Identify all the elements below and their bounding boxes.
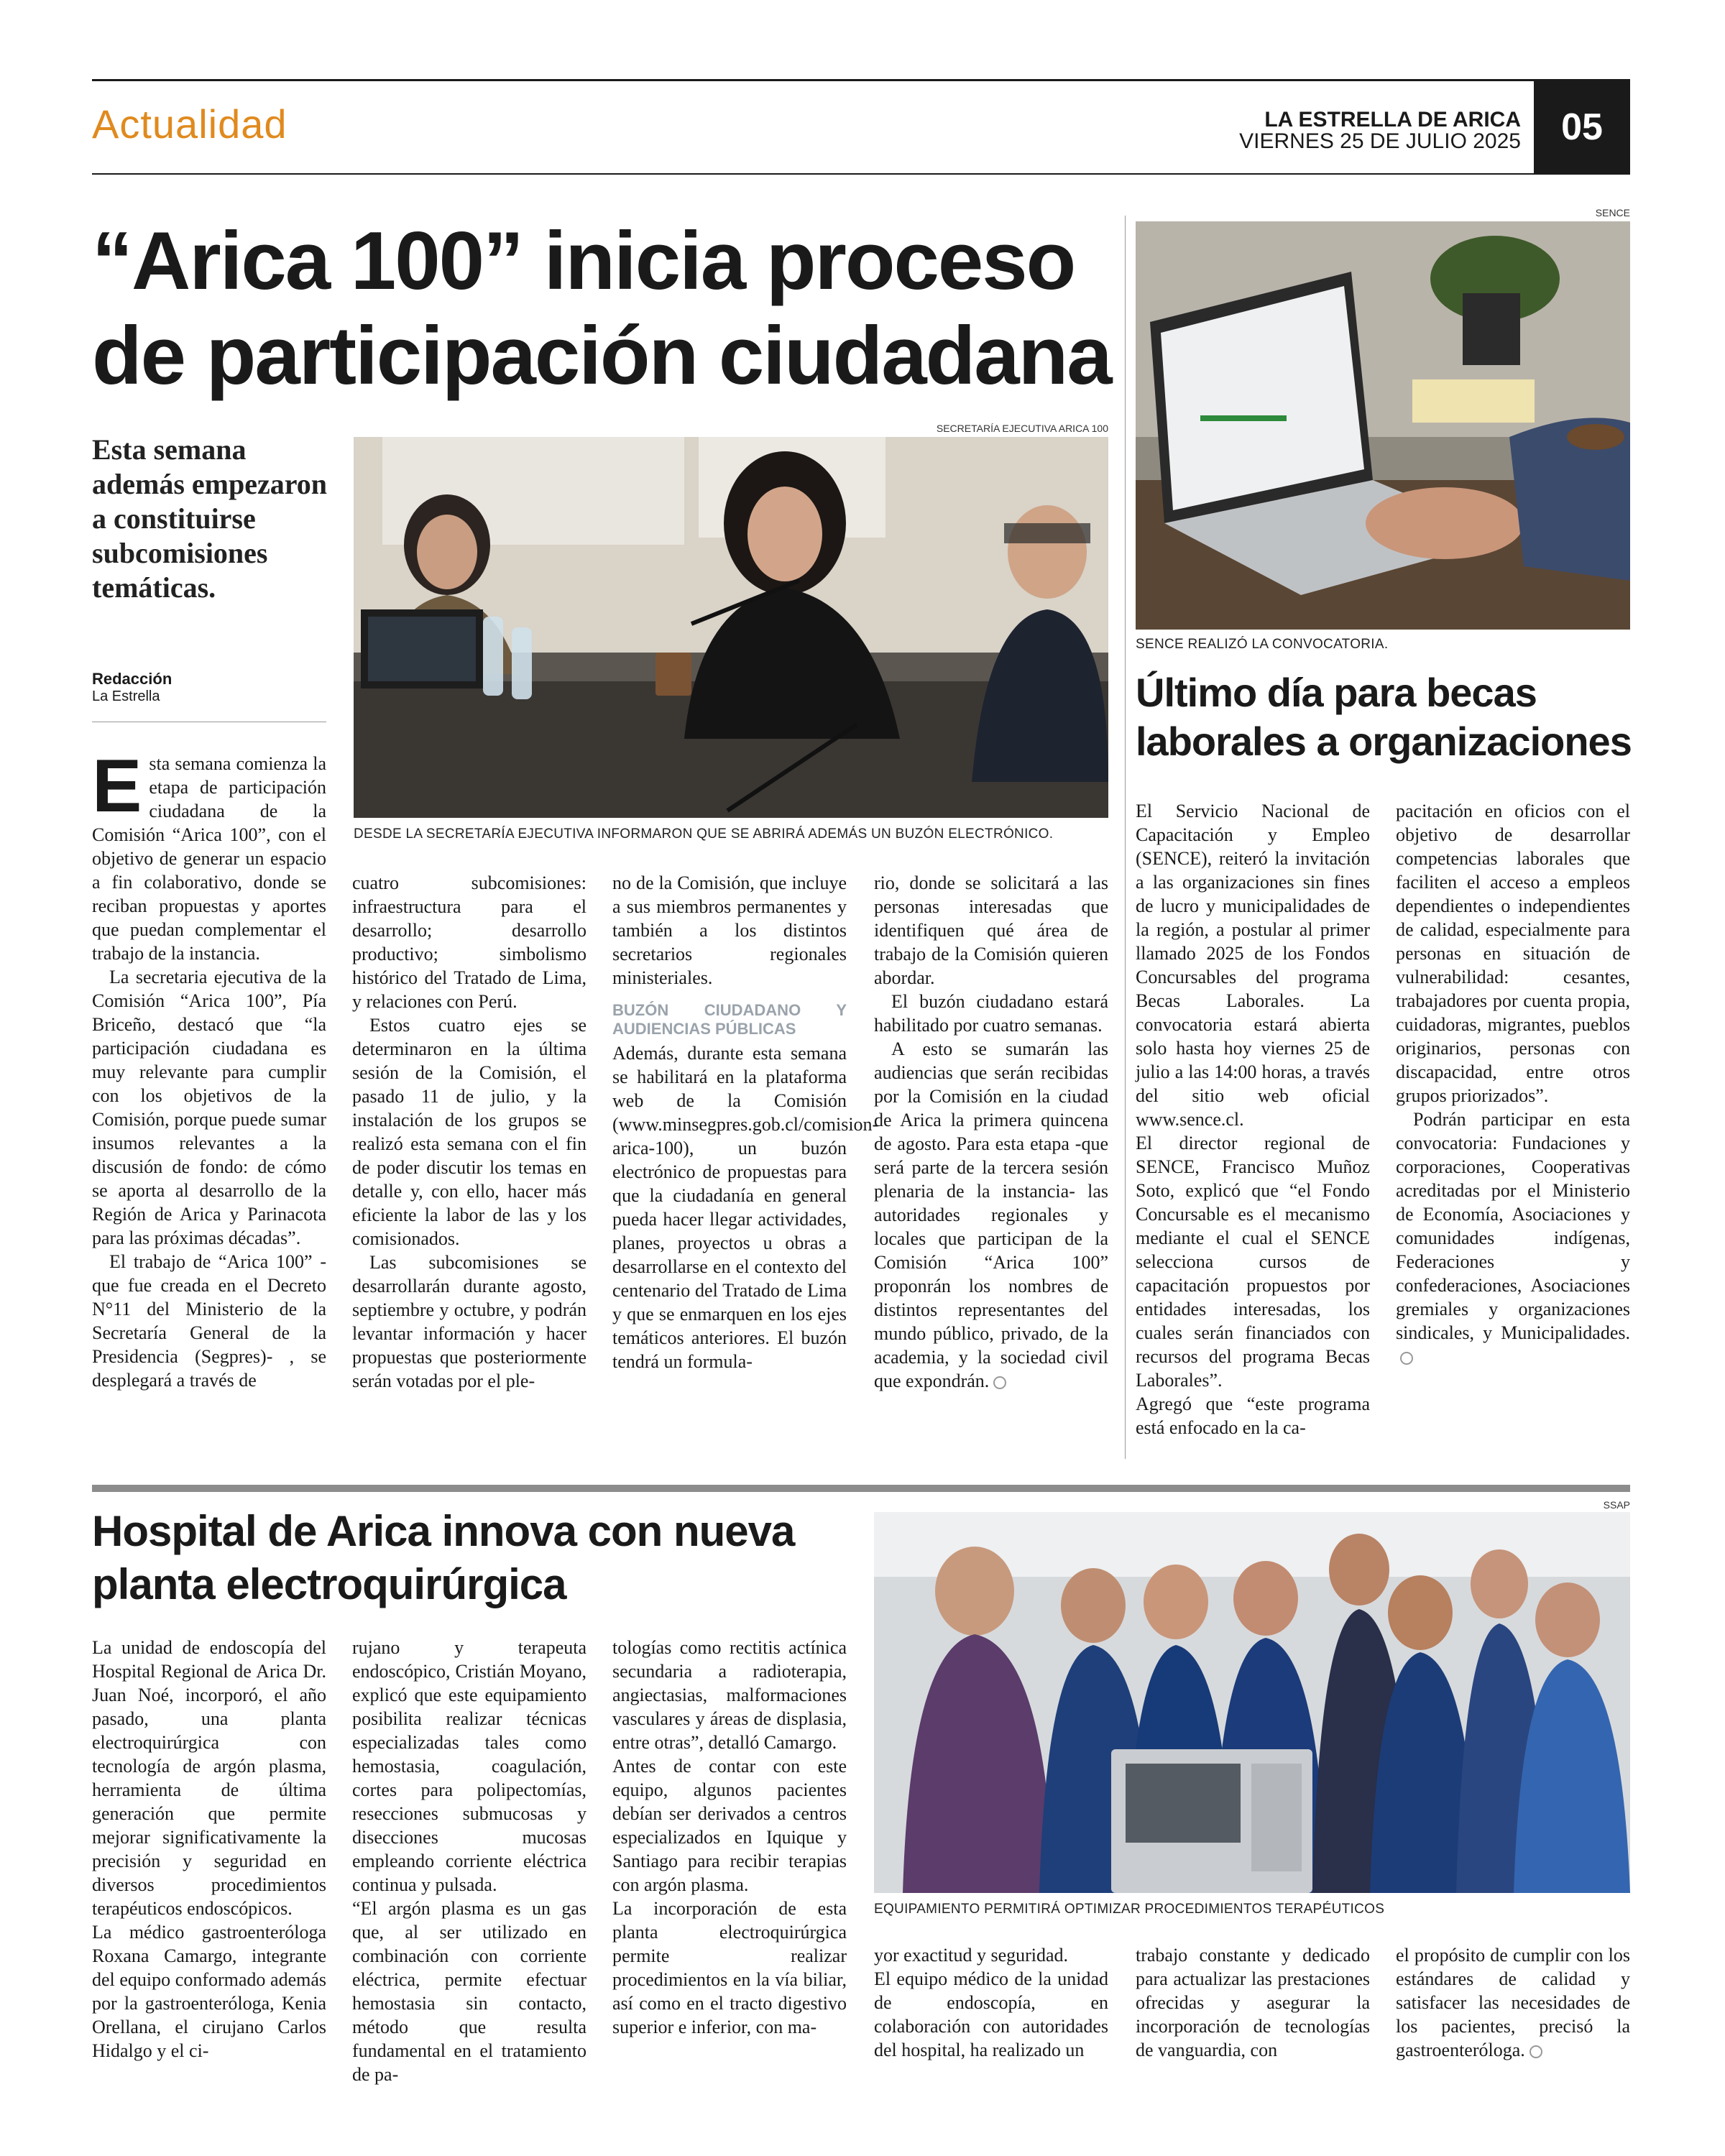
- bottom-photo: [874, 1512, 1630, 1893]
- byline-org: La Estrella: [92, 688, 160, 704]
- side-col1-p2: El director regional de SENCE, Francisco Muñoz Soto, explicó que “el Fondo Concursable es el mecanismo mediante el cual el SENCE selecciona cursos de capacitación propuestos por entidades interesadas, los cuales serán financiados con recursos del programa Becas Laborales”.: [1136, 1133, 1370, 1391]
- side-col1-p1: El Servicio Nacional de Capacitación y Empleo (SENCE), reiteró la invitación a las organizaciones sin fines de lucro y municipalidades de la región, a postular al primer llamado 2025 de los Fondos Concursables del programa Becas Laborales. La convocatoria estará abierta solo hasta hoy viernes 25 de julio a las 14:00 horas, a través del sitio web oficial www.sence.cl.: [1136, 801, 1370, 1130]
- bottom-col6-p1: [1396, 1943, 1630, 2062]
- bottom-col3-p3: La incorporación de esta planta electroquirúrgica permite realizar procedimientos en la vía biliar, así como en el tracto digestivo superior e inferior, con ma-: [612, 1898, 847, 2037]
- top-rule: [92, 79, 1630, 81]
- bottom-photo-caption: EQUIPAMIENTO PERMITIRÁ OPTIMIZAR PROCEDIMIENTOS TERAPÉUTICOS: [874, 1902, 1385, 1917]
- bottom-col-2: [352, 1636, 586, 2085]
- main-headline-line2: de participación ciudadana: [92, 310, 1111, 402]
- side-col-2: [1396, 799, 1630, 1455]
- main-col-4: [874, 871, 1108, 1453]
- main-col1-p3: El trabajo de “Arica 100” -que fue creada en el Decreto N°11 del Ministerio de la Secretaría General de la Presidencia (Segpres)- , se desplegará a través de: [92, 1251, 326, 1391]
- main-col-2: [352, 871, 586, 1453]
- bottom-col4-p2: El equipo médico de la unidad de endoscopía, en colaboración con autoridades del hospital, ha realizado un: [874, 1968, 1108, 2060]
- page-number: 05: [1534, 80, 1630, 174]
- end-mark-icon: [1530, 2045, 1542, 2058]
- side-photo-caption: SENCE REALIZÓ LA CONVOCATORIA.: [1136, 637, 1389, 652]
- meeting-illustration: [354, 437, 1108, 818]
- end-mark-icon: [993, 1376, 1006, 1389]
- main-col4-p3-text: A esto se sumarán las audiencias que serán recibidas por la Comisión en la ciudad de Arica la primera quincena de agosto. Para esta etapa -que será parte de la tercera sesión plenaria de la instancia- las autoridades regionales y locales que participan de la Comisión “Arica 100” proponrán los nombres de distintos representantes del mundo público, privado, de la academia, y la sociedad civil que expondrán.: [874, 1038, 1108, 1391]
- bottom-col3-p1: tologías como rectitis actínica secundaria a radioterapia, angiectasias, malformaciones vasculares y áreas de displasia, entre otras”, detalló Camargo.: [612, 1637, 847, 1753]
- bottom-col1-p2: La médico gastroenteróloga Roxana Camargo, integrante del equipo conformado además por la gastroenteróloga, Kenia Orellana, el cirujano Carlos Hidalgo y el ci-: [92, 1922, 326, 2061]
- bottom-col2-p2: “El argón plasma es un gas que, al ser utilizado en combinación con corriente eléctrica, permite efectuar hemostasia sin contacto, método que resulta fundamental en el tratamiento de pa-: [352, 1898, 586, 2085]
- bottom-col-1: [92, 1636, 326, 2081]
- main-subhead: BUZÓN CIUDADANO Y AUDIENCIAS PÚBLICAS: [612, 1001, 847, 1038]
- main-col1-p2: La secretaria ejecutiva de la Comisión “Arica 100”, Pía Briceño, destacó que “la participación ciudadana es muy relevante para cumplir con los objetivos de la Comisión, porque puede sumar insumos relevantes a la discusión de fondo: de cómo se aporta al desarrollo de la Región de Arica y Parinacota para las próximas décadas”.: [92, 967, 326, 1248]
- newspaper-name: [1164, 109, 1521, 152]
- side-headline: [1136, 668, 1639, 766]
- column-divider: [1125, 216, 1126, 1459]
- bottom-section-rule: [92, 1485, 1630, 1492]
- bottom-col5-p1: trabajo constante y dedicado para actualizar las prestaciones ofrecidas y asegurar la incorporación de tecnologías de vanguardia, con: [1136, 1945, 1370, 2060]
- bottom-col-6: [1396, 1943, 1630, 2087]
- main-col2-p3: Las subcomisiones se desarrollarán durante agosto, septiembre y octubre, y podrán levantar información y hacer propuestas que posteriormente serán votadas por el ple-: [352, 1252, 586, 1391]
- bottom-col-5: [1136, 1943, 1370, 2087]
- issue-date: VIERNES 25 DE JULIO 2025: [1239, 129, 1521, 153]
- side-headline-line1: Último día para becas: [1136, 670, 1537, 715]
- bottom-col1-p1: La unidad de endoscopía del Hospital Regional de Arica Dr. Juan Noé, incorporó, el año pasado, una planta electroquirúrgica con tecnología de argón plasma, herramienta de última generación que permite mejorar significativamente la precisión y seguridad en diversos procedimientos terapéuticos endoscópicos.: [92, 1637, 326, 1919]
- main-byline: [92, 670, 172, 705]
- side-col-1: [1136, 799, 1370, 1455]
- bottom-photo-credit: SSAP: [1603, 1499, 1630, 1511]
- main-col-3: [612, 871, 879, 1453]
- main-photo-credit: SECRETARÍA EJECUTIVA ARICA 100: [936, 423, 1108, 434]
- side-col1-p3: Agregó que “este programa está enfocado en la ca-: [1136, 1393, 1370, 1438]
- bottom-col-4: [874, 1943, 1108, 2087]
- main-col4-p2: El buzón ciudadano estará habilitado por cuatro semanas.: [874, 991, 1108, 1036]
- main-photo: [354, 437, 1108, 818]
- medical-team-illustration: [874, 1512, 1630, 1893]
- end-mark-icon: [1400, 1352, 1413, 1365]
- bottom-headline-line1: Hospital de Arica innova con nueva: [92, 1507, 795, 1555]
- bottom-headline: [92, 1505, 868, 1611]
- main-col2-p2: Estos cuatro ejes se determinaron en la última sesión de la Comisión, el pasado 11 de julio, y la instalación de los grupos se realizó esta semana con el fin de poder discutir los temas en detalle y, con ello, hacer más eficiente la labor de las y los comisionados.: [352, 1015, 586, 1249]
- bottom-col6-p1-text: el propósito de cumplir con los estándares de calidad y satisfacer las necesidades de los pacientes, precisó la gastroenteróloga.: [1396, 1945, 1630, 2060]
- bottom-col4-p1: yor exactitud y seguridad.: [874, 1945, 1069, 1966]
- main-deck: Esta semana además empezaron a constituirse subcomisiones temáticas.: [92, 433, 327, 604]
- main-col3-intro: no de la Comisión, que incluye a sus miembros permanentes y también a los distintos secretarios regionales ministeriales.: [612, 872, 847, 988]
- main-col4-p1: rio, donde se solicitará a las personas interesadas que identifiquen qué área de trabajo de la Comisión quieren abordar.: [874, 872, 1108, 988]
- section-label: Actualidad: [92, 101, 288, 147]
- bottom-col2-p1: rujano y terapeuta endoscópico, Cristián Moyano, explicó que este equipamiento posibilita realizar técnicas especializadas tales como hemostasia, coagulación, cortes para polipectomías, resecciones submucosas y disecciones mucosas empleando corriente eléctrica continua y pulsada.: [352, 1637, 586, 1895]
- main-photo-caption: DESDE LA SECRETARÍA EJECUTIVA INFORMARON QUE SE ABRIRÁ ADEMÁS UN BUZÓN ELECTRÓNICO.: [354, 826, 1054, 842]
- side-headline-line2: laborales a organizaciones: [1136, 719, 1632, 764]
- header-bottom-rule: [92, 173, 1630, 175]
- main-col3-after: Además, durante esta semana se habilitará en la plataforma web de la Comisión (www.minsegpres.gob.cl/comision-arica-100), un buzón electrónico de propuestas para que la ciudadanía en general pueda hacer llegar actividades, planes, proyectos u obras a desarrollarse en el contexto del centenario del Tratado de Lima y que se enmarquen en los ejes temáticos anteriores. El buzón tendrá un formula-: [612, 1043, 879, 1372]
- main-col1-p1: sta semana comienza la etapa de participación ciudadana de la Comisión “Arica 100”, con el objetivo de generar un espacio a fin colaborativo, donde se reciban propuestas y aportes que puedan complementar el trabajo de la instancia.: [92, 753, 326, 964]
- main-headline: [92, 214, 1127, 404]
- bottom-col-3: [612, 1636, 847, 2081]
- newspaper-title: LA ESTRELLA DE ARICA: [1264, 108, 1521, 132]
- main-col2-p1: cuatro subcomisiones: infraestructura para el desarrollo; desarrollo productivo; simbolismo histórico del Tratado de Lima, y relaciones con Perú.: [352, 872, 586, 1012]
- side-photo-credit: SENCE: [1595, 207, 1630, 218]
- main-col4-p3: [874, 1037, 1108, 1393]
- side-photo: [1136, 221, 1630, 630]
- main-dropcap: E: [92, 745, 142, 828]
- bottom-col3-p2: Antes de contar con este equipo, algunos pacientes debían ser derivados a centros especializados en Iquique y Santiago para recibir terapias con argón plasma.: [612, 1756, 847, 1895]
- laptop-illustration: [1136, 221, 1630, 630]
- side-col2-p2: [1396, 1107, 1630, 1368]
- side-col2-p1: pacitación en oficios con el objetivo de desarrollar competencias laborales que faciliten el acceso a empleos dependientes o independientes de calidad, especialmente para personas en situación de vulnerabilidad: cesantes, trabajadores por cuenta propia, cuidadoras, migrantes, pueblos originarios, personas con discapacidad, entre otros grupos priorizados”.: [1396, 801, 1630, 1106]
- bottom-headline-line2: planta electroquirúrgica: [92, 1560, 566, 1608]
- byline-name: Redacción: [92, 670, 172, 688]
- side-col2-p2-text: Podrán participar en esta convocatoria: Fundaciones y corporaciones, Cooperativas acreditadas por el Ministerio de Economía, Asociaciones y comunidades indígenas, Federaciones y confederaciones, Asociaciones gremiales y organizaciones sindicales, y Municipalidades.: [1396, 1109, 1630, 1343]
- main-col-1: [92, 745, 326, 1456]
- main-headline-line1: “Arica 100” inicia proceso: [92, 216, 1075, 307]
